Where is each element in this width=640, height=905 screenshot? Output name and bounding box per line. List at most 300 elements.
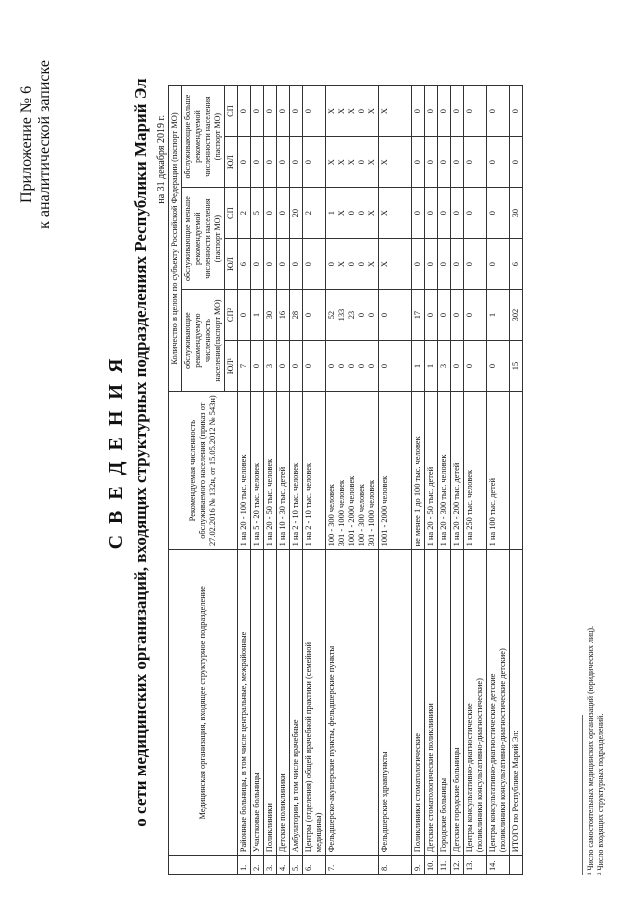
value: 0 <box>465 160 474 165</box>
value: 2 <box>304 211 313 216</box>
value <box>314 344 324 388</box>
organization-cell <box>277 550 290 856</box>
population-cell <box>251 392 264 550</box>
value <box>475 89 485 133</box>
value: 20 <box>291 208 300 218</box>
value: X <box>337 159 346 166</box>
value-cell <box>251 86 264 137</box>
value: 0 <box>511 109 520 114</box>
value-cell <box>264 188 277 239</box>
population-cell <box>425 392 438 550</box>
organization-cell <box>326 550 379 856</box>
value-cell <box>438 290 451 341</box>
value: 28 <box>291 310 300 320</box>
value <box>400 140 410 184</box>
population-cell-line: 1 на 10 - 30 тыс. детей <box>278 466 287 547</box>
value-cell <box>238 341 251 392</box>
header-sp-2: СП <box>225 188 238 239</box>
value <box>475 293 485 337</box>
value: 0 <box>252 109 261 114</box>
header-total-group: Количество в целом по субъекту Российской Федерации (паспорт МО) <box>169 86 182 392</box>
organization-cell <box>451 550 464 856</box>
population-cell-line: 301 - 1000 человек <box>367 479 376 547</box>
value: 0 <box>488 211 497 216</box>
value: 1 <box>488 312 497 318</box>
value-cell <box>451 137 464 188</box>
value-cell <box>277 341 290 392</box>
value: 0 <box>239 312 248 318</box>
value-cell <box>264 239 277 290</box>
row-number <box>510 856 523 875</box>
value: 23 <box>347 310 356 320</box>
organization-cell-line: Поликлиники стоматологические <box>413 733 422 853</box>
value: 0 <box>439 109 448 114</box>
value <box>314 242 324 286</box>
table-row <box>264 86 277 875</box>
value-cell <box>451 86 464 137</box>
value <box>400 191 410 235</box>
value: 0 <box>265 109 274 114</box>
organization-cell <box>251 550 264 856</box>
table-row <box>251 86 264 875</box>
value: X <box>337 210 346 217</box>
value: 0 <box>488 363 497 369</box>
row-number: 11. <box>438 856 451 875</box>
value: 0 <box>380 363 389 369</box>
population-cell-line: 1001 - 2000 человек <box>380 475 389 547</box>
organization-cell-line <box>357 553 367 852</box>
organization-cell-line: Детские городские больницы <box>452 747 461 853</box>
value-cell <box>425 137 438 188</box>
value <box>390 89 400 133</box>
population-cell <box>238 392 251 550</box>
population-cell-line <box>390 395 400 546</box>
value: 0 <box>291 262 300 267</box>
value: 0 <box>452 109 461 114</box>
value-cell <box>487 290 510 341</box>
value: 0 <box>252 262 261 267</box>
value <box>390 344 400 388</box>
value-cell <box>487 341 510 392</box>
value: X <box>327 159 336 166</box>
value: 0 <box>265 211 274 216</box>
value: X <box>380 159 389 166</box>
value-cell <box>487 86 510 137</box>
value-cell <box>464 239 487 290</box>
value: 0 <box>291 109 300 114</box>
row-number: 6. <box>303 856 326 875</box>
population-cell-line: 100 - 300 человек <box>327 484 336 547</box>
value: 1 <box>426 363 435 369</box>
row-number: 8. <box>379 856 412 875</box>
value-cell <box>251 188 264 239</box>
value <box>400 344 410 388</box>
value <box>498 140 508 184</box>
value: X <box>347 108 356 115</box>
value-cell <box>277 188 290 239</box>
organization-cell <box>438 550 451 856</box>
organization-cell <box>412 550 425 856</box>
value-cell <box>290 137 303 188</box>
value-cell <box>487 137 510 188</box>
population-cell <box>290 392 303 550</box>
value: 0 <box>465 109 474 114</box>
value-cell <box>326 290 379 341</box>
organization-cell-line: Детские стоматологические поликлиники <box>426 703 435 853</box>
value: 0 <box>465 312 474 318</box>
value: 0 <box>426 262 435 267</box>
value: 0 <box>278 262 287 267</box>
value-cell <box>464 137 487 188</box>
organization-cell-line: (поликлиники консультативно-диагностические) <box>475 678 484 853</box>
value: 0 <box>291 160 300 165</box>
value-cell <box>326 86 379 137</box>
value-cell <box>412 188 425 239</box>
value: X <box>367 261 376 268</box>
value: 52 <box>327 310 336 320</box>
header-yul-1: ЮЛ¹ <box>225 341 238 392</box>
value: 0 <box>439 312 448 318</box>
value: 0 <box>452 363 461 369</box>
population-cell <box>379 392 412 550</box>
population-cell-line: 1 на 2 - 10 тыс. человек <box>304 462 313 547</box>
value-cell <box>451 290 464 341</box>
header-yul-3: ЮЛ <box>225 137 238 188</box>
value <box>390 242 400 286</box>
value-cell <box>412 86 425 137</box>
value: X <box>367 108 376 115</box>
population-cell-line <box>475 395 485 546</box>
organization-cell-line: Поликлиники <box>265 803 274 853</box>
population-cell-line: 1 на 5 - 20 тыс. человек <box>252 462 261 547</box>
value-cell <box>425 188 438 239</box>
organization-cell-line: Районные больницы, в том числе центральные, межрайонные <box>239 631 248 853</box>
organization-cell <box>487 550 510 856</box>
value <box>314 191 324 235</box>
value: 0 <box>413 109 422 114</box>
value-cell <box>303 86 326 137</box>
organization-cell <box>303 550 326 856</box>
table-row <box>510 86 523 875</box>
value-cell <box>510 137 523 188</box>
header-yul-2: ЮЛ <box>225 239 238 290</box>
value: X <box>380 261 389 268</box>
value <box>498 191 508 235</box>
value: 0 <box>291 363 300 369</box>
table-row <box>451 86 464 875</box>
value: 0 <box>304 363 313 369</box>
value-cell <box>277 86 290 137</box>
organization-cell <box>264 550 277 856</box>
value-cell <box>303 188 326 239</box>
population-cell <box>438 392 451 550</box>
value: 0 <box>239 109 248 114</box>
value: 0 <box>327 363 336 369</box>
footnote-2: ² Число входящих структурных подразделений. <box>596 713 605 875</box>
appendix-line-1: Приложение № 6 <box>18 85 35 204</box>
population-cell <box>264 392 277 550</box>
row-number: 14. <box>487 856 510 875</box>
organization-cell <box>425 550 438 856</box>
population-cell <box>487 392 510 550</box>
table-row <box>487 86 510 875</box>
row-number: 13. <box>464 856 487 875</box>
value-cell <box>238 86 251 137</box>
population-cell <box>326 392 379 550</box>
population-cell-line: 1 на 20 - 200 тыс. детей <box>452 462 461 547</box>
value-cell <box>264 137 277 188</box>
header-population: Рекомендуемая численность обслуживаемого населения (приказ от 27.02.2016 № 132н, от 15.05.2012 № 543н) <box>169 392 238 550</box>
organization-cell-line <box>400 553 410 852</box>
value-cell <box>438 341 451 392</box>
table-row <box>326 86 379 875</box>
value: 3 <box>439 363 448 369</box>
organization-cell <box>464 550 487 856</box>
value-cell <box>379 188 412 239</box>
value: 0 <box>367 312 376 318</box>
value-cell <box>510 239 523 290</box>
value: 0 <box>357 262 366 267</box>
table-row <box>303 86 326 875</box>
footnotes <box>586 626 606 875</box>
value: 0 <box>265 160 274 165</box>
value: 16 <box>278 310 287 320</box>
value: 1 <box>413 363 422 369</box>
organization-cell-line <box>347 553 357 852</box>
value-cell <box>277 239 290 290</box>
value-cell <box>487 188 510 239</box>
organization-cell <box>238 550 251 856</box>
value-cell <box>238 290 251 341</box>
value: 0 <box>357 160 366 165</box>
population-cell-line: 1 на 20 - 50 тыс. человек <box>265 458 274 547</box>
value-cell <box>277 290 290 341</box>
value: 0 <box>278 160 287 165</box>
row-number: 1. <box>238 856 251 875</box>
value-cell <box>326 188 379 239</box>
value <box>475 344 485 388</box>
value: 0 <box>337 363 346 369</box>
value-cell <box>510 188 523 239</box>
population-cell-line: 1 на 20 - 300 тыс. человек <box>439 454 448 547</box>
value: 0 <box>465 211 474 216</box>
row-number: 5. <box>290 856 303 875</box>
value <box>498 293 508 337</box>
footnote-rule <box>582 715 583 875</box>
value-cell <box>425 290 438 341</box>
organization-cell <box>510 550 523 856</box>
value: X <box>380 210 389 217</box>
organization-cell-line <box>367 553 377 852</box>
population-cell-line <box>400 395 410 546</box>
organization-cell-line: Фельдшерские здравпункты <box>380 751 389 853</box>
population-cell-line: 100 - 300 человек <box>357 484 366 547</box>
table-row <box>379 86 412 875</box>
value: 0 <box>347 363 356 369</box>
organization-cell-line: Центры (отделения) общей врачебной практики (семейной <box>304 642 313 853</box>
value-cell <box>412 290 425 341</box>
value-cell <box>510 86 523 137</box>
value-cell <box>451 341 464 392</box>
value <box>400 242 410 286</box>
table-row <box>464 86 487 875</box>
value-cell <box>379 290 412 341</box>
value-cell <box>251 137 264 188</box>
value <box>390 191 400 235</box>
population-cell-line: 1001 - 2000 человек <box>347 475 356 547</box>
value-cell <box>464 290 487 341</box>
value: 5 <box>252 211 261 216</box>
organization-cell-line: (поликлиники консультативно-диагностические детские) <box>498 648 507 853</box>
population-cell <box>303 392 326 550</box>
value: 0 <box>426 160 435 165</box>
row-number: 2. <box>251 856 264 875</box>
table-row <box>238 86 251 875</box>
appendix-note <box>18 60 54 229</box>
value-cell <box>290 341 303 392</box>
value: 1 <box>252 312 261 318</box>
row-number: 4. <box>277 856 290 875</box>
header-group-less: обслуживающие меньше рекомендуемой численности населения (паспорт МО) <box>182 188 225 290</box>
value: 0 <box>413 211 422 216</box>
population-cell <box>510 392 523 550</box>
value <box>475 140 485 184</box>
population-cell <box>464 392 487 550</box>
value-cell <box>303 239 326 290</box>
value: 0 <box>413 160 422 165</box>
population-cell-line: 1 на 2 - 10 тыс. человек <box>291 462 300 547</box>
value <box>498 344 508 388</box>
value: 0 <box>357 312 366 318</box>
organization-cell-line: ИТОГО по Республике Марий Эл: <box>511 730 520 853</box>
value: X <box>337 108 346 115</box>
value-cell <box>464 86 487 137</box>
value: 0 <box>426 211 435 216</box>
row-number: 3. <box>264 856 277 875</box>
value: 0 <box>278 109 287 114</box>
value-cell <box>290 239 303 290</box>
header-sp-3: СП <box>225 86 238 137</box>
value-cell <box>412 137 425 188</box>
value-cell <box>464 188 487 239</box>
value: 0 <box>304 262 313 267</box>
value: 30 <box>511 208 520 218</box>
value: 0 <box>357 363 366 369</box>
population-cell-line: 1 на 20 - 100 тыс. человек <box>239 454 248 547</box>
value: 17 <box>413 310 422 320</box>
value-cell <box>464 341 487 392</box>
value: 0 <box>367 363 376 369</box>
value: 0 <box>347 211 356 216</box>
appendix-line-2: к аналитической записке <box>36 60 53 229</box>
value-cell <box>238 239 251 290</box>
row-number: 7. <box>326 856 379 875</box>
value <box>498 242 508 286</box>
value-cell <box>425 341 438 392</box>
value: 0 <box>252 160 261 165</box>
organization-cell-line <box>390 553 400 852</box>
value <box>400 293 410 337</box>
value-cell <box>438 188 451 239</box>
value: 6 <box>239 262 248 267</box>
value: 0 <box>511 160 520 165</box>
organization-cell-line <box>337 553 347 852</box>
value: 30 <box>265 310 274 320</box>
population-cell <box>412 392 425 550</box>
organizations-table <box>168 85 523 875</box>
value-cell <box>290 290 303 341</box>
value <box>400 89 410 133</box>
value: 0 <box>252 363 261 369</box>
row-number: 12. <box>451 856 464 875</box>
value-cell <box>264 341 277 392</box>
value: X <box>367 210 376 217</box>
value-cell <box>425 239 438 290</box>
population-cell-line: 1 на 100 тыс. детей <box>488 478 497 547</box>
value: 6 <box>511 262 520 267</box>
header-number <box>169 856 238 875</box>
population-cell <box>451 392 464 550</box>
value-cell <box>251 341 264 392</box>
value-cell <box>379 341 412 392</box>
value: 0 <box>327 262 336 267</box>
value: X <box>367 159 376 166</box>
value: 0 <box>439 262 448 267</box>
table-row <box>277 86 290 875</box>
value: 0 <box>465 363 474 369</box>
value: 0 <box>278 211 287 216</box>
footnote-1: ¹ Число самостоятельных медицинских организаций (юридических лиц). <box>586 625 595 875</box>
document-subtitle: о сети медицинских организаций, входящих структурных подразделениях Республики Марий Эл <box>131 78 150 827</box>
organization-cell-line: Участковые больницы <box>252 772 261 853</box>
value-cell <box>510 341 523 392</box>
population-cell-line: 1 на 20 - 50 тыс. детей <box>426 466 435 547</box>
value: 0 <box>488 160 497 165</box>
value: 0 <box>304 109 313 114</box>
organization-cell-line: Амбулатории, в том числе врачебные <box>291 719 300 853</box>
value: X <box>327 108 336 115</box>
value-cell <box>326 341 379 392</box>
value: 0 <box>465 262 474 267</box>
value: 0 <box>413 262 422 267</box>
value <box>390 140 400 184</box>
population-cell-line: не менее 1 до 100 тыс. человек <box>413 436 422 547</box>
value-cell <box>412 239 425 290</box>
value-cell <box>438 86 451 137</box>
value-cell <box>451 239 464 290</box>
value <box>314 293 324 337</box>
value-cell <box>238 137 251 188</box>
value-cell <box>251 290 264 341</box>
value-cell <box>412 341 425 392</box>
population-cell-line <box>511 395 521 546</box>
value: 0 <box>439 211 448 216</box>
value: 0 <box>380 312 389 318</box>
value: 0 <box>439 160 448 165</box>
value: 0 <box>357 211 366 216</box>
value-cell <box>425 86 438 137</box>
value: 0 <box>452 262 461 267</box>
value-cell <box>379 239 412 290</box>
value: 1 <box>327 211 336 216</box>
value-cell <box>290 188 303 239</box>
value-cell <box>264 86 277 137</box>
value: 0 <box>239 160 248 165</box>
table-row <box>412 86 425 875</box>
header-organization: Медицинская организация, входящее структурное подразделение <box>169 550 238 856</box>
value: X <box>337 261 346 268</box>
value-cell <box>379 86 412 137</box>
